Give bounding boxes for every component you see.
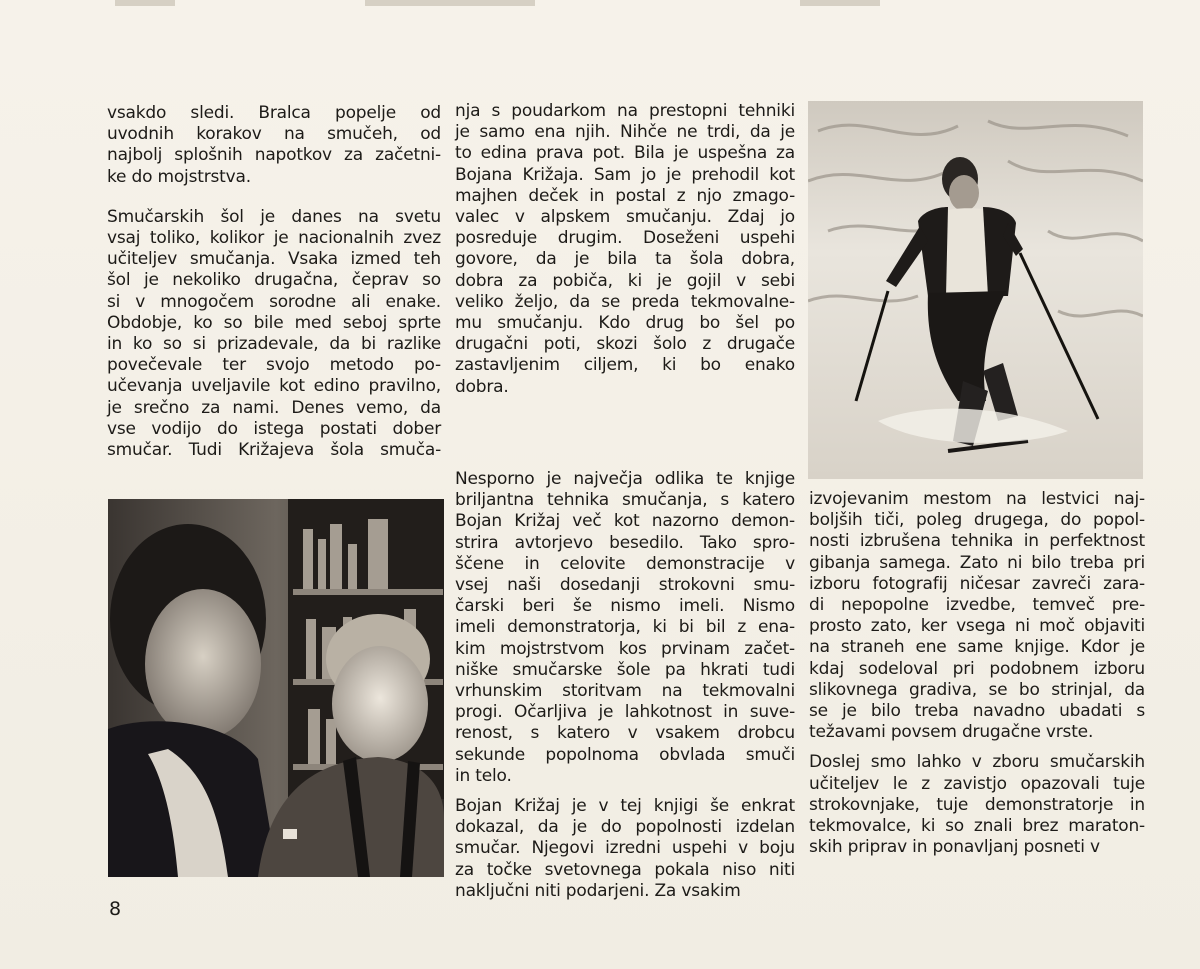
text-line: Nesporno je največja odlika te knjige [455,469,795,489]
text-line: dokazal, da je do popolnosti izdelan [455,817,795,838]
text-line: zastavljenim ciljem, ki bo enako [455,355,795,376]
text-line: izvojevanim mestom na lestvici naj- [809,489,1145,509]
text-line: posreduje drugim. Doseženi uspehi [455,228,795,249]
text-column-1 [107,103,441,461]
text-line: progi. Očarljiva je lahkotnost in suve- [455,702,795,723]
portrait-photo [108,499,444,877]
top-edge-mark [365,0,535,6]
text-line: najbolj splošnih napotkov za začetni- [107,145,441,166]
paragraph-gap [455,787,795,796]
text-line: uvodnih korakov na smučeh, od [107,124,441,145]
text-line: dobra. [455,376,509,397]
text-line: je samo ena njih. Nihče ne trdi, da je [455,122,795,143]
skier-photo-image [808,101,1143,479]
text-line: Bojan Križaj več kot nazorno demon- [455,511,795,532]
text-line: boljših tiči, poleg drugega, do popol- [809,510,1145,531]
paragraph-gap [107,188,441,207]
text-line: mu smučanju. Kdo drug bo šel po [455,313,795,334]
text-line: ščene in celovite demonstracije v [455,553,795,574]
text-line: briljantna tehnika smučanja, s katero [455,490,795,511]
text-line: strokovnjake, tuje demonstratorje in [809,794,1145,815]
text-line: kim mojstrstvom kos prvinam začet- [455,638,795,659]
text-line: majhen deček in postal z njo zmago- [455,185,795,206]
text-line: in ko so si prizadevale, da bi razlike [107,334,441,355]
text-line: nosti izbrušena tehnika in perfektnost [809,531,1145,552]
text-line: vsej naši dosedanji strokovni smu- [455,575,795,596]
text-column-2-bottom [455,469,795,902]
text-line: Obdobje, ko so bile med seboj sprte [107,312,441,333]
text-line: izboru fotografij ničesar zavreči zara- [809,573,1145,594]
text-line: Bojan Križaj je v tej knjigi še enkrat [455,796,795,817]
text-line: nja s poudarkom na prestopni tehniki [455,101,795,121]
text-line: vsakdo sledi. Bralca popelje od [107,103,441,123]
text-line: za točke svetovnega pokala niso niti [455,859,795,880]
text-line: in telo. [455,765,512,786]
text-line: prosto zato, ker vsega ni moč objaviti [809,616,1145,637]
text-line: ke do mojstrstva. [107,166,251,187]
text-line: strira avtorjevo besedilo. Tako spro- [455,532,795,553]
text-line: tekmovalce, ki so znali brez maraton- [809,816,1145,837]
text-line: smučar. Tudi Križajeva šola smuča- [107,440,441,461]
text-column-3 [809,489,1145,858]
page-number: 8 [109,898,122,920]
text-line: si v mnogočem sorodne ali enake. [107,291,441,312]
text-line: di nepopolne izvedbe, temveč pre- [809,595,1145,616]
text-line: veliko željo, da se preda tekmovalne- [455,291,795,312]
text-line: Bojana Križaja. Sam jo je prehodil kot [455,164,795,185]
text-line: učevanja uveljavile kot edino pravilno, [107,376,441,397]
text-line: sekunde popolnoma obvlada smuči [455,744,795,765]
text-line: vrhunskim storitvam na tekmovalni [455,681,795,702]
text-line: govore, da je bila ta šola dobra, [455,249,795,270]
text-line: imeli demonstratorja, ki bi bil z ena- [455,617,795,638]
text-line: težavami povsem drugačne vrste. [809,722,1094,743]
text-line: se je bilo treba navadno ubadati s [809,701,1145,722]
text-line: to edina prava pot. Bila je uspešna za [455,143,795,164]
text-line: vsaj toliko, kolikor je nacionalnih zvez [107,228,441,249]
text-line: učiteljev smučanja. Vsaka izmed teh [107,249,441,270]
text-line: povečevale ter svojo metodo po- [107,355,441,376]
text-line: šol je nekoliko drugačna, čeprav so [107,270,441,291]
skier-photo [808,101,1143,479]
text-line: naključni niti podarjeni. Za vsakim [455,880,741,901]
text-line: Doslej smo lahko v zboru smučarskih [809,752,1145,773]
text-line: renost, s katero v vsakem drobcu [455,723,795,744]
portrait-photo-image [108,499,444,877]
text-line: na straneh ene same knjige. Kdor je [809,637,1145,658]
paragraph-gap [809,743,1145,752]
text-line: učiteljev le z zavistjo opazovali tuje [809,773,1145,794]
text-line: skih priprav in ponavljanj posneti v [809,837,1100,858]
top-edge-mark [115,0,175,6]
text-line: vse vodijo do istega postati dober [107,418,441,439]
text-line: smučar. Njegovi izredni uspehi v boju [455,838,795,859]
text-line: čarski beri še nismo imeli. Nismo [455,596,795,617]
text-line: dobra za pobiča, ki je gojil v sebi [455,270,795,291]
text-line: niške smučarske šole pa hkrati tudi [455,659,795,680]
text-line: Smučarskih šol je danes na svetu [107,206,441,227]
text-line: kdaj sodeloval pri podobnem izboru [809,658,1145,679]
text-line: slikovnega gradiva, se bo strinjal, da [809,679,1145,700]
text-line: valec v alpskem smučanju. Zdaj jo [455,207,795,228]
text-column-2-top [455,101,795,398]
text-line: gibanja samega. Zato ni bilo treba pri [809,552,1145,573]
top-edge-mark [800,0,880,6]
text-line: je srečno za nami. Denes vemo, da [107,397,441,418]
text-line: drugačni poti, skozi šolo z drugače [455,334,795,355]
